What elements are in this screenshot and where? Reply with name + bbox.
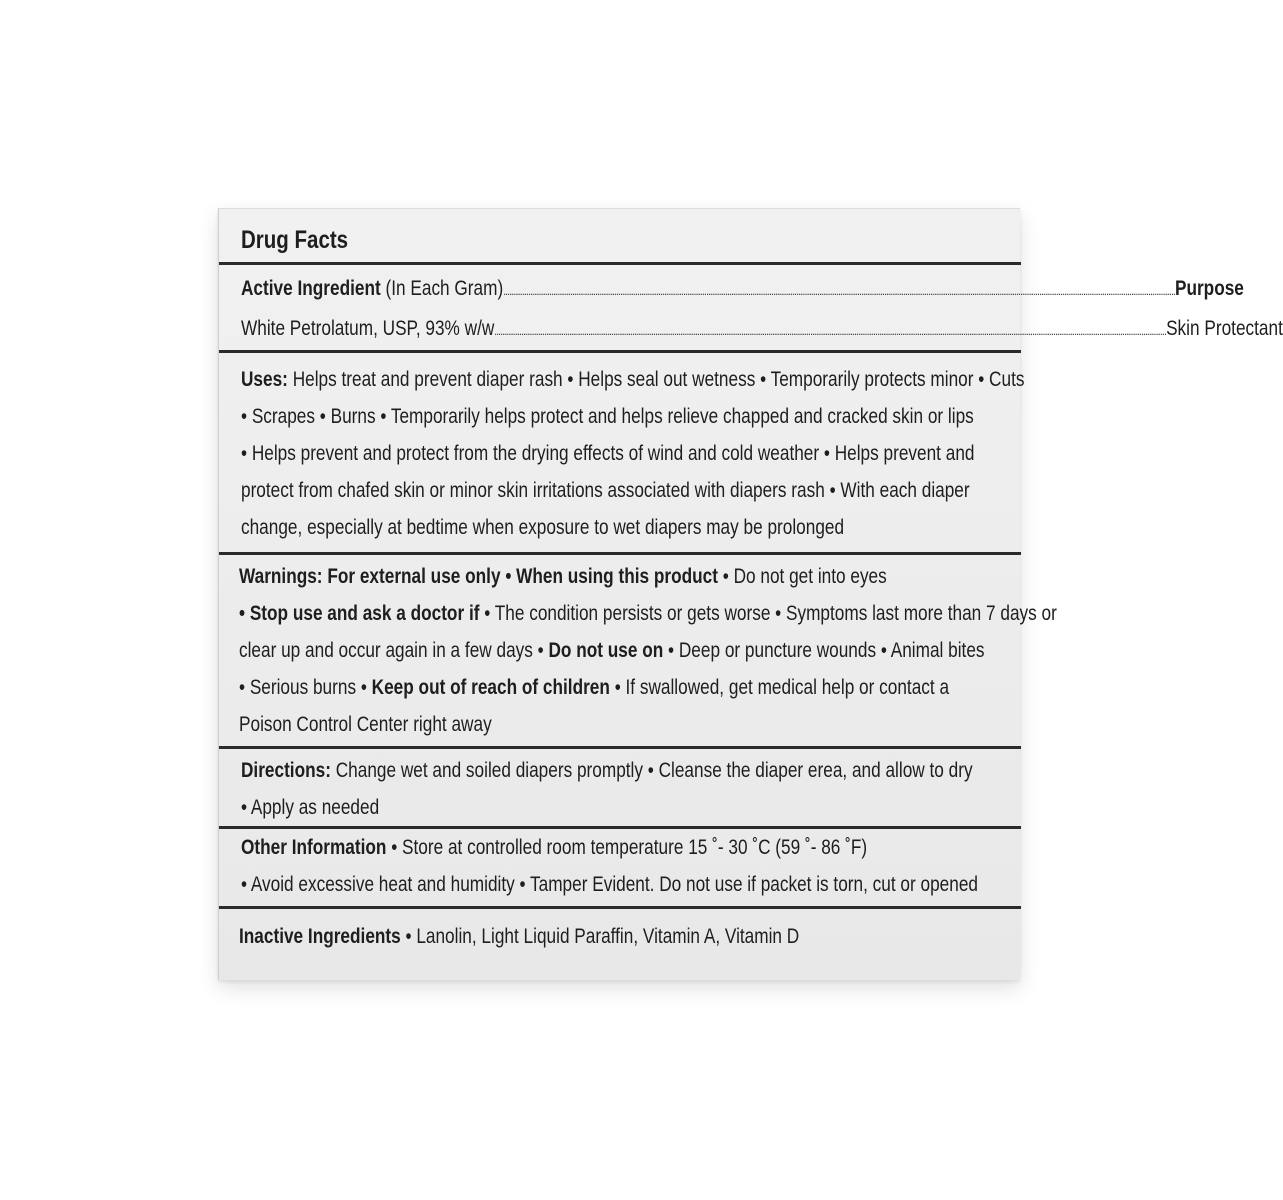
active-ingredient-heading: Active Ingredient xyxy=(241,277,381,300)
other-info-line: • Avoid excessive heat and humidity • Tamper Evident. Do not use if packet is torn, cut or opened xyxy=(241,873,978,896)
directions-heading: Directions: xyxy=(241,759,331,782)
active-ingredient-value: White Petrolatum, USP, 93% w/w xyxy=(241,317,495,340)
dot-leader: ............................................................................................................................................................................................................................................................................................................................................................... xyxy=(503,284,1175,298)
purpose-heading: Purpose xyxy=(1174,277,1244,300)
purpose-value: Skin Protectant xyxy=(1166,317,1283,340)
section-divider xyxy=(219,262,1021,265)
uses-line: • Scrapes • Burns • Temporarily helps protect and helps relieve chapped and cracked skin or lips xyxy=(241,405,974,428)
uses-line: • Helps prevent and protect from the drying effects of wind and cold weather • Helps prevent and xyxy=(241,442,975,465)
warnings-line: • Stop use and ask a doctor if • The condition persists or gets worse • Symptoms last more than 7 days or xyxy=(239,602,1057,625)
inactive-ingredients-heading: Inactive Ingredients xyxy=(239,925,401,948)
warnings-line: Warnings: For external use only • When using this product • Do not get into eyes xyxy=(239,565,887,588)
section-divider xyxy=(219,906,1021,909)
uses-heading: Uses: xyxy=(241,368,288,391)
section-divider xyxy=(219,350,1021,353)
dot-leader: ............................................................................................................................................................................................................................................................................................................................................................... xyxy=(494,324,1167,338)
uses-line: change, especially at bedtime when exposure to wet diapers may be prolonged xyxy=(241,516,845,539)
uses-line: Uses: Helps treat and prevent diaper rash • Helps seal out wetness • Temporarily protects minor • Cuts xyxy=(241,368,1025,391)
warnings-heading: Warnings: For external use only • When using this product xyxy=(239,565,718,588)
warnings-line: Poison Control Center right away xyxy=(239,713,492,736)
directions-line: Directions: Change wet and soiled diapers promptly • Cleanse the diaper erea, and allow to dry xyxy=(241,759,973,782)
active-ingredient-note: (In Each Gram) xyxy=(385,277,504,300)
warnings-line: clear up and occur again in a few days • Do not use on • Deep or puncture wounds • Animal bites xyxy=(239,639,985,662)
drug-facts-panel xyxy=(218,208,1283,980)
directions-line: • Apply as needed xyxy=(241,796,380,819)
inactive-ingredients-line: Inactive Ingredients • Lanolin, Light Liquid Paraffin, Vitamin A, Vitamin D xyxy=(239,925,800,948)
other-info-heading: Other Information xyxy=(241,836,387,859)
drug-facts-title: Drug Facts xyxy=(241,226,349,254)
section-divider xyxy=(219,746,1021,749)
active-ingredient-header-row xyxy=(241,270,1244,310)
uses-line: protect from chafed skin or minor skin irritations associated with diapers rash • With each diaper xyxy=(241,479,970,502)
warnings-line: • Serious burns • Keep out of reach of children • If swallowed, get medical help or contact a xyxy=(239,676,950,699)
section-divider xyxy=(219,552,1021,555)
other-info-line: Other Information • Store at controlled room temperature 15 ˚- 30 ˚C (59 ˚- 86 ˚F) xyxy=(241,836,868,859)
active-ingredient-row xyxy=(241,310,1283,350)
